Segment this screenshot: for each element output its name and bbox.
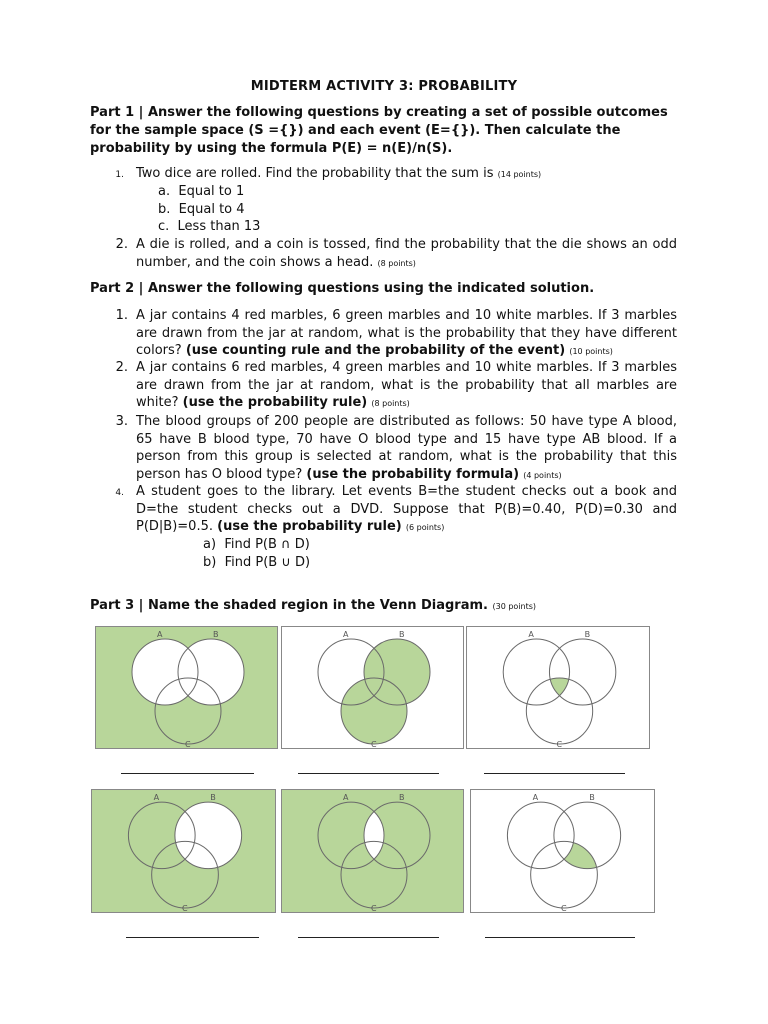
venn-svg xyxy=(95,626,278,749)
answer-blank-6[interactable] xyxy=(485,937,635,938)
venn-label-a: A xyxy=(157,630,163,639)
part2-q2-number: 2. xyxy=(115,360,128,375)
venn-label-c: C xyxy=(560,903,567,913)
sub-letter: a) xyxy=(203,537,217,552)
venn-label-c: C xyxy=(371,740,377,749)
part2-q1 xyxy=(136,307,677,361)
part1-q1-text: Two dice are rolled. Find the probability that the sum is xyxy=(136,166,494,181)
part2-q3 xyxy=(136,413,677,484)
part2-heading: Part 2 | Answer the following questions using the indicated solution. xyxy=(90,281,595,296)
part1-heading: Part 1 | Answer the following questions by creating a set of possible outcomes for the sample space (S ={}) and each event (E={}). Then calculate the probability by using the formula P(E) = n(E)/n(S). xyxy=(90,105,668,156)
venn-label-a: A xyxy=(343,793,349,803)
part2-q3-number: 3. xyxy=(115,414,128,429)
venn-diagram-6 xyxy=(470,789,655,913)
venn-label-a: A xyxy=(343,630,349,639)
part2-q4 xyxy=(136,483,677,537)
venn-svg xyxy=(91,789,276,913)
sub-letter: c. xyxy=(158,219,170,234)
venn-label-a: A xyxy=(528,630,534,639)
sub-letter: a. xyxy=(158,184,171,199)
part3-heading: Part 3 | Name the shaded region in the Venn Diagram. xyxy=(90,598,488,613)
sub-letter: b. xyxy=(158,202,171,217)
part1-q1-number: 1. xyxy=(115,170,124,180)
venn-svg xyxy=(281,626,464,749)
part1-q2-text: A die is rolled, and a coin is tossed, find the probability that the die shows an odd number, and the coin shows a head. xyxy=(136,237,677,270)
part2-q2-method: (use the probability rule) xyxy=(182,395,368,410)
venn-label-c: C xyxy=(371,903,377,913)
venn-label-b: B xyxy=(399,630,405,639)
part1-q1 xyxy=(136,165,676,184)
answer-blank-5[interactable] xyxy=(298,937,439,938)
sub-text: Less than 13 xyxy=(177,219,261,234)
venn-label-b: B xyxy=(210,793,216,803)
venn-label-b: B xyxy=(584,630,591,639)
answer-blank-4[interactable] xyxy=(126,937,259,938)
part1-q2 xyxy=(136,236,677,272)
part2-q4-number: 4. xyxy=(115,488,124,498)
part2-q2 xyxy=(136,359,677,413)
part2-q1-points: (10 points) xyxy=(569,347,613,356)
part2-q1-number: 1. xyxy=(115,308,128,323)
part2-q4-points: (6 points) xyxy=(405,523,445,532)
venn-label-c: C xyxy=(556,740,563,749)
sub-text: Find P(B ∪ D) xyxy=(224,555,311,570)
venn-diagram-4 xyxy=(91,789,276,913)
venn-label-b: B xyxy=(589,793,595,803)
part2-q2-points: (8 points) xyxy=(371,399,410,408)
venn-svg xyxy=(281,789,464,913)
part2-q3-method: (use the probability formula) xyxy=(306,466,520,482)
venn-diagram-3 xyxy=(466,626,650,749)
page-title: MIDTERM ACTIVITY 3: PROBABILITY xyxy=(250,79,518,94)
venn-label-a: A xyxy=(532,793,539,803)
venn-diagram-1 xyxy=(95,626,278,749)
part2-q4-sub-a xyxy=(203,536,310,554)
venn-label-c: C xyxy=(185,740,191,749)
answer-blank-3[interactable] xyxy=(484,773,625,774)
part1-q1-sub-a xyxy=(158,183,244,201)
venn-label-a: A xyxy=(153,793,160,803)
part2-q1-text: A jar contains 4 red marbles, 6 green marbles and 10 white marbles. If 3 marbles are drawn from the jar at random, what is the probability that they have different colors? xyxy=(136,308,677,358)
part2-q2-text: A jar contains 6 red marbles, 4 green marbles and 10 white marbles. If 3 marbles are drawn from the jar at random, what is the probability that all marbles are white? xyxy=(136,360,677,410)
venn-label-b: B xyxy=(213,630,219,639)
part3-points: (30 points) xyxy=(492,602,537,611)
part2-q3-points: (4 points) xyxy=(523,470,562,480)
part1-q1-sub-b xyxy=(158,201,245,219)
part2-q4-method: (use the probability rule) xyxy=(217,519,402,534)
answer-blank-2[interactable] xyxy=(298,773,439,774)
part3-heading-row xyxy=(90,598,536,613)
venn-diagram-5 xyxy=(281,789,464,913)
sub-text: Find P(B ∩ D) xyxy=(224,537,310,552)
venn-diagram-2 xyxy=(281,626,464,749)
answer-blank-1[interactable] xyxy=(121,773,254,774)
part1-q2-points: (8 points) xyxy=(377,258,416,268)
part1-q1-points: (14 points) xyxy=(497,170,542,179)
venn-label-b: B xyxy=(399,793,405,803)
venn-label-c: C xyxy=(181,903,188,913)
part2-q4-text: A student goes to the library. Let events B=the student checks out a book and D=the student checks out a DVD. Suppose that P(B)=0.40, P(D)=0.30 and P(D|B)=0.5. xyxy=(136,484,677,534)
sub-text: Equal to 1 xyxy=(178,184,245,199)
venn-svg xyxy=(470,789,655,913)
part1-q2-number: 2. xyxy=(115,237,128,252)
part2-q1-method: (use counting rule and the probability of the event) xyxy=(185,343,566,358)
part2-q3-text: The blood groups of 200 people are distributed as follows: 50 have type A blood, 65 have B blood type, 70 have O blood type and 15 have type AB blood. If a person from this group is selected at random, what is the probability that this person has O blood type? xyxy=(136,414,677,482)
sub-text: Equal to 4 xyxy=(178,202,245,217)
part2-q4-sub-b xyxy=(203,554,310,572)
venn-svg xyxy=(466,626,650,749)
sub-letter: b) xyxy=(203,555,217,570)
part1-q1-sub-c xyxy=(158,218,260,236)
